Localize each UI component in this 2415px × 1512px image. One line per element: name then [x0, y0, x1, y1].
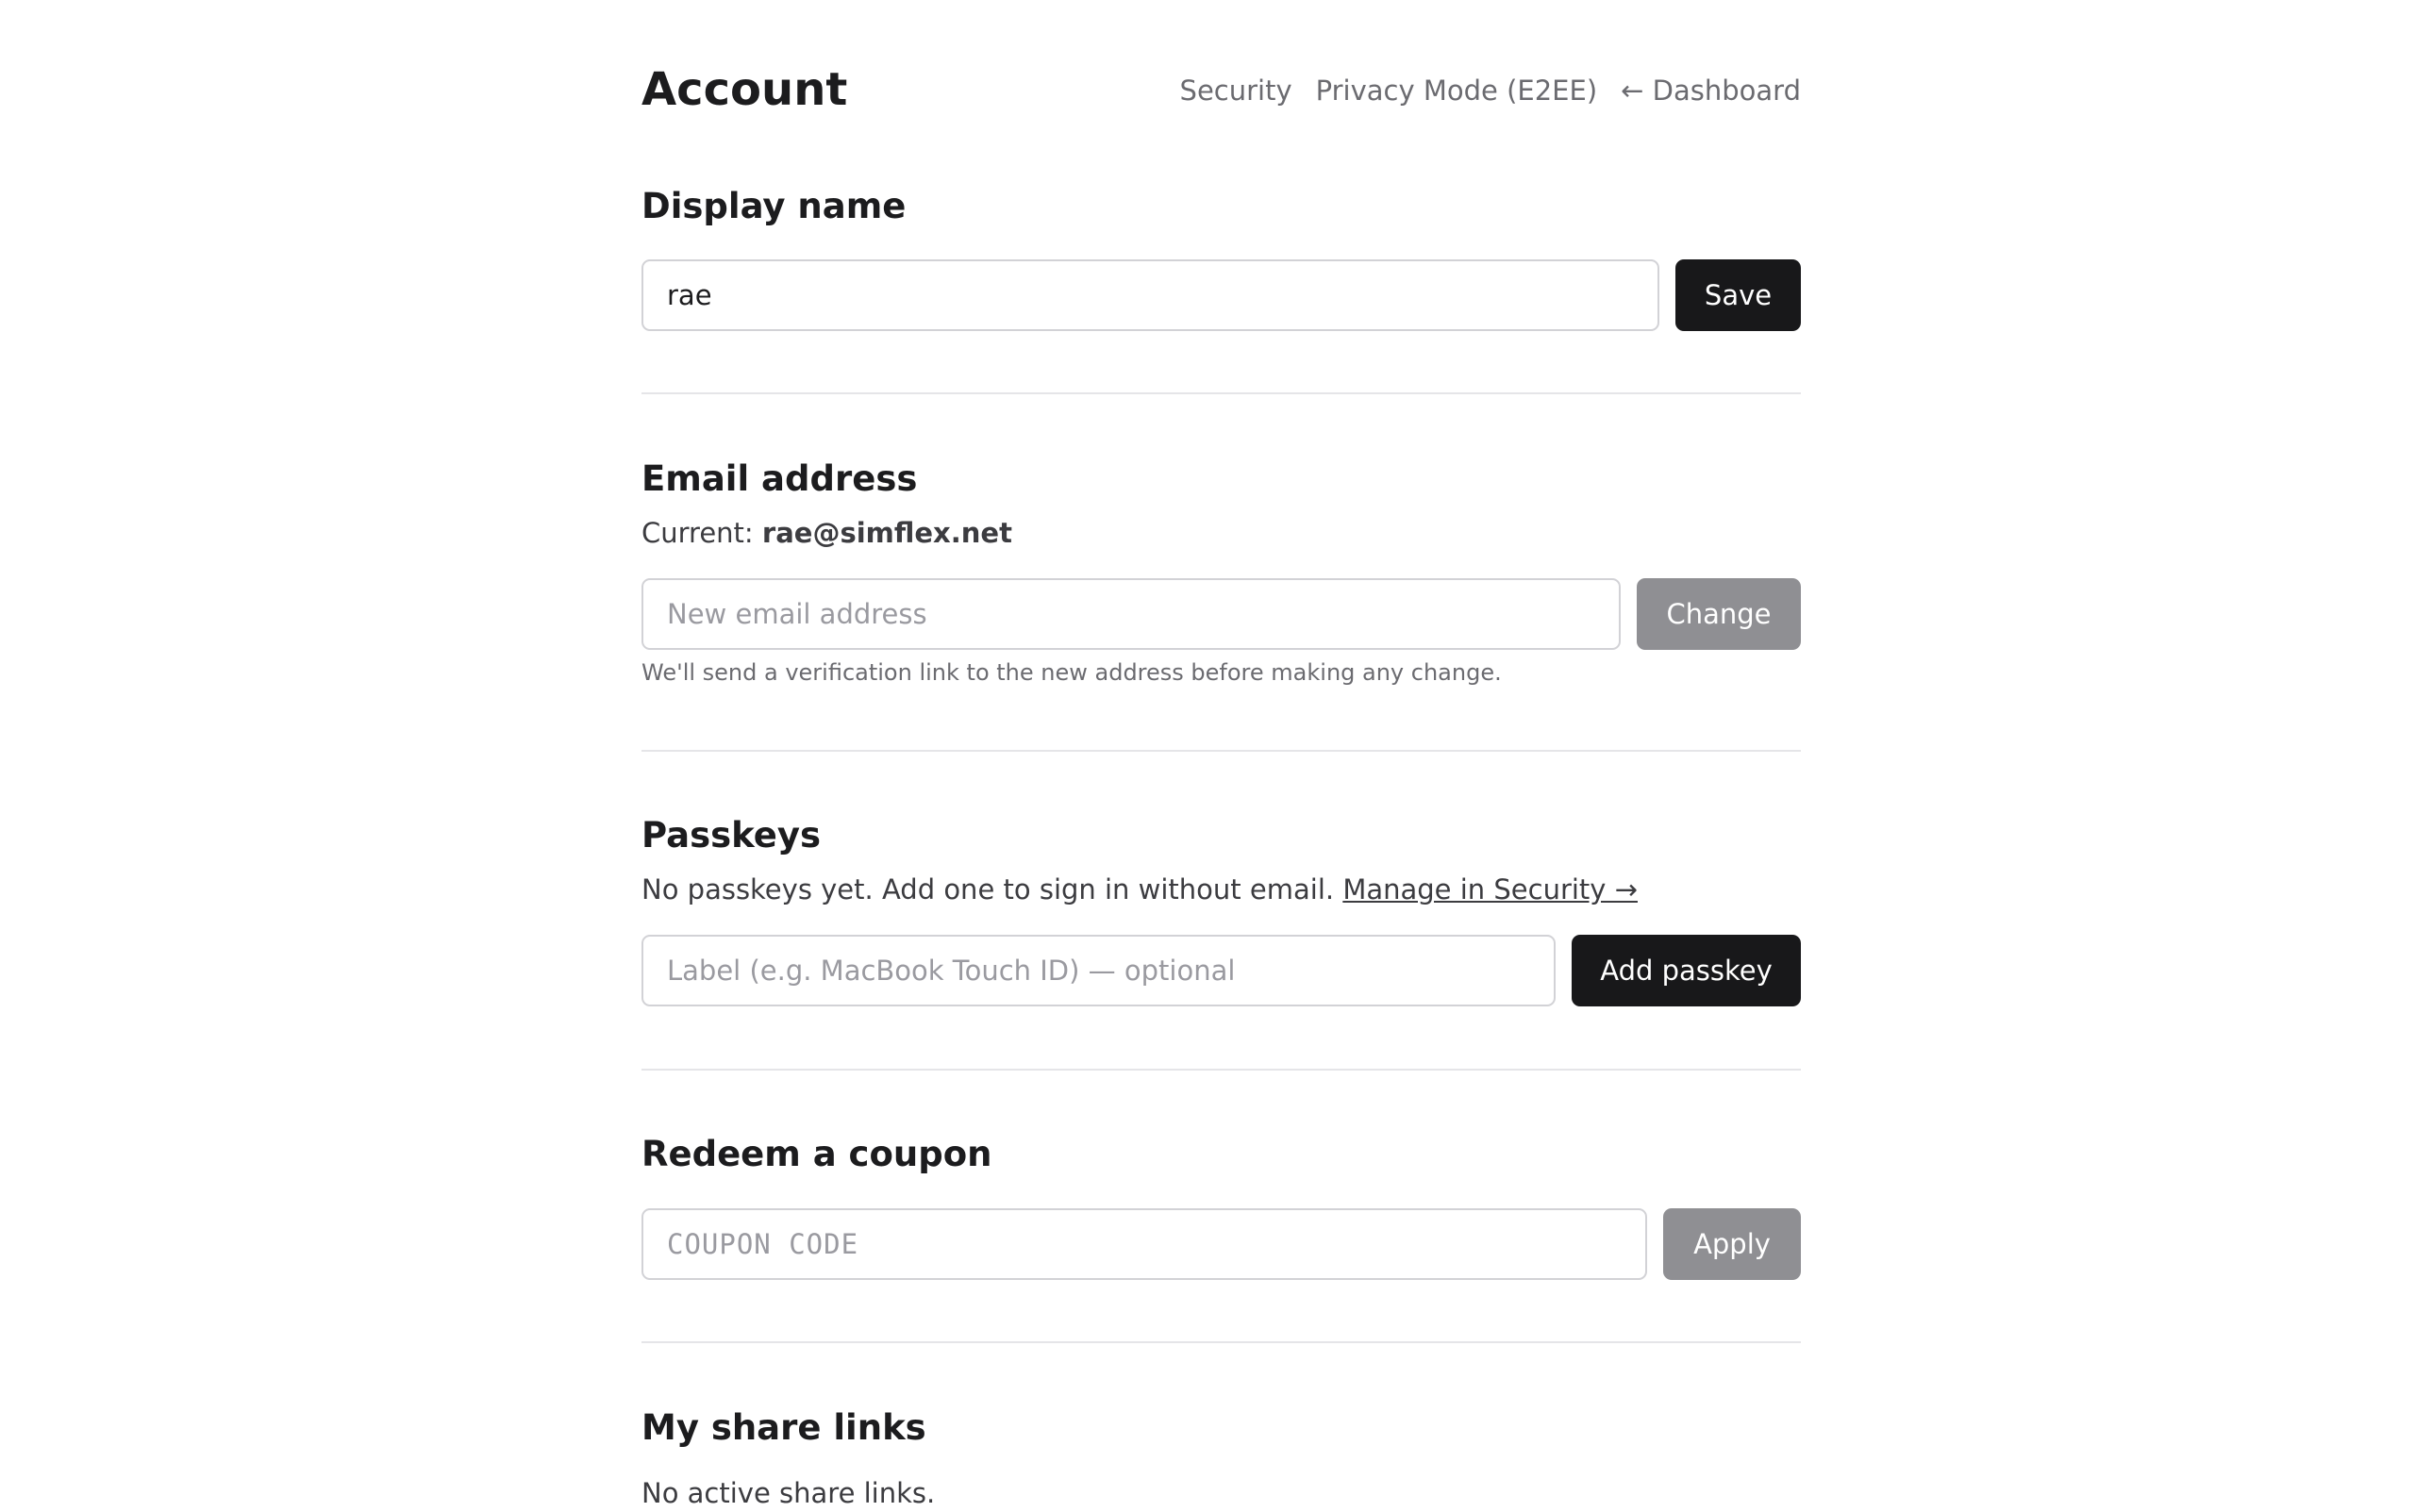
section-divider: [641, 750, 1801, 752]
new-email-input[interactable]: [641, 578, 1621, 650]
section-divider: [641, 1341, 1801, 1343]
coupon-heading: Redeem a coupon: [641, 1134, 992, 1174]
manage-in-security-link[interactable]: Manage in Security →: [1342, 873, 1638, 906]
display-name-input[interactable]: [641, 259, 1659, 331]
nav-dashboard-link[interactable]: ← Dashboard: [1621, 75, 1801, 107]
current-email-label: Current:: [641, 517, 754, 549]
save-button[interactable]: Save: [1675, 259, 1801, 331]
share-links-heading: My share links: [641, 1407, 926, 1448]
display-name-row: [641, 259, 1801, 331]
current-email-text: [641, 514, 1012, 552]
share-links-empty-text: No active share links.: [641, 1477, 936, 1509]
passkey-row: [641, 935, 1801, 1006]
section-divider: [641, 392, 1801, 394]
email-section: [641, 457, 1801, 693]
page-title: Account: [641, 63, 848, 116]
display-name-section: [641, 185, 1801, 336]
display-name-heading: Display name: [641, 186, 907, 226]
current-email-value: rae@simflex.net: [761, 517, 1012, 549]
email-row: [641, 578, 1801, 650]
passkeys-heading: Passkeys: [641, 815, 821, 856]
add-passkey-button[interactable]: Add passkey: [1572, 935, 1801, 1006]
email-hint: We'll send a verification link to the new address before making any change.: [641, 659, 1502, 686]
section-divider: [641, 1069, 1801, 1071]
top-nav: [1180, 72, 1801, 109]
nav-privacy-mode-link[interactable]: Privacy Mode (E2EE): [1315, 75, 1598, 107]
coupon-code-input[interactable]: [641, 1208, 1647, 1280]
change-email-button[interactable]: Change: [1637, 578, 1801, 650]
passkey-label-input[interactable]: [641, 935, 1556, 1006]
share-links-section: [641, 1406, 1801, 1509]
coupon-row: [641, 1208, 1801, 1280]
nav-security-link[interactable]: Security: [1179, 75, 1292, 107]
page-header: [641, 57, 1801, 123]
passkeys-section: [641, 814, 1801, 1012]
passkeys-description: No passkeys yet. Add one to sign in without email.: [641, 873, 1335, 906]
email-heading: Email address: [641, 458, 918, 499]
passkeys-description-row: [641, 871, 1638, 908]
apply-coupon-button[interactable]: Apply: [1663, 1208, 1801, 1280]
coupon-section: [641, 1133, 1801, 1284]
